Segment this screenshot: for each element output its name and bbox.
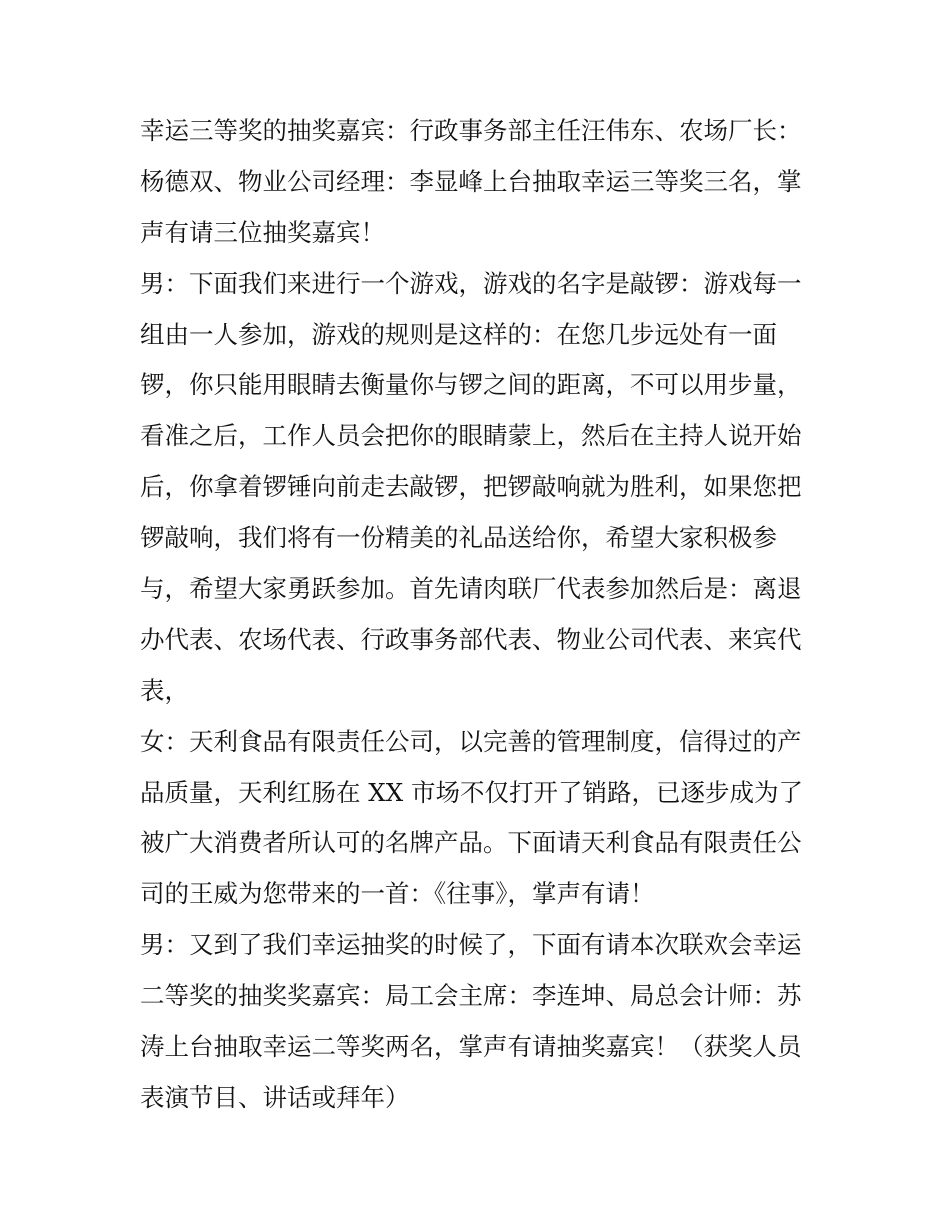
text-line: 二等奖的抽奖奖嘉宾：局工会主席：李连坤、局总会计师：苏 xyxy=(140,981,802,1011)
document-body xyxy=(140,106,820,1124)
text-line: 品质量，天利红肠在 XX 市场不仅打开了销路，已逐步成为了 xyxy=(140,777,803,807)
text-line: 表， xyxy=(140,675,189,705)
text-line: 男：下面我们来进行一个游戏，游戏的名字是敲锣：游戏每一 xyxy=(140,268,802,298)
text-line: 表演节目、讲话或拜年） xyxy=(140,1082,410,1112)
text-line: 看准之后，工作人员会把你的眼睛蒙上，然后在主持人说开始 xyxy=(140,421,802,451)
text-line: 男：又到了我们幸运抽奖的时候了，下面有请本次联欢会幸运 xyxy=(140,930,802,960)
text-line: 锣敲响，我们将有一份精美的礼品送给你，希望大家积极参 xyxy=(140,523,777,553)
text-line: 杨德双、物业公司经理：李显峰上台抽取幸运三等奖三名，掌 xyxy=(140,166,802,196)
text-line: 办代表、农场代表、行政事务部代表、物业公司代表、来宾代 xyxy=(140,624,802,654)
text-line: 司的王威为您带来的一首：《往事》，掌声有请！ xyxy=(140,879,655,909)
text-line: 涛上台抽取幸运二等奖两名，掌声有请抽奖嘉宾！（获奖人员 xyxy=(140,1032,802,1062)
text-line: 幸运三等奖的抽奖嘉宾：行政事务部主任汪伟东、农场厂长： xyxy=(140,116,802,145)
text-line: 与，希望大家勇跃参加。首先请肉联厂代表参加然后是：离退 xyxy=(140,574,802,604)
text-line: 被广大消费者所认可的名牌产品。下面请天利食品有限责任公 xyxy=(140,828,802,858)
text-line: 声有请三位抽奖嘉宾！ xyxy=(140,217,385,247)
text-line: 锣，你只能用眼睛去衡量你与锣之间的距离，不可以用步量， xyxy=(140,370,802,400)
text-line: 后，你拿着锣锤向前走去敲锣，把锣敲响就为胜利，如果您把 xyxy=(140,472,802,502)
text-line: 女：天利食品有限责任公司，以完善的管理制度，信得过的产 xyxy=(140,726,802,756)
text-line: 组由一人参加，游戏的规则是这样的：在您几步远处有一面 xyxy=(140,319,777,349)
